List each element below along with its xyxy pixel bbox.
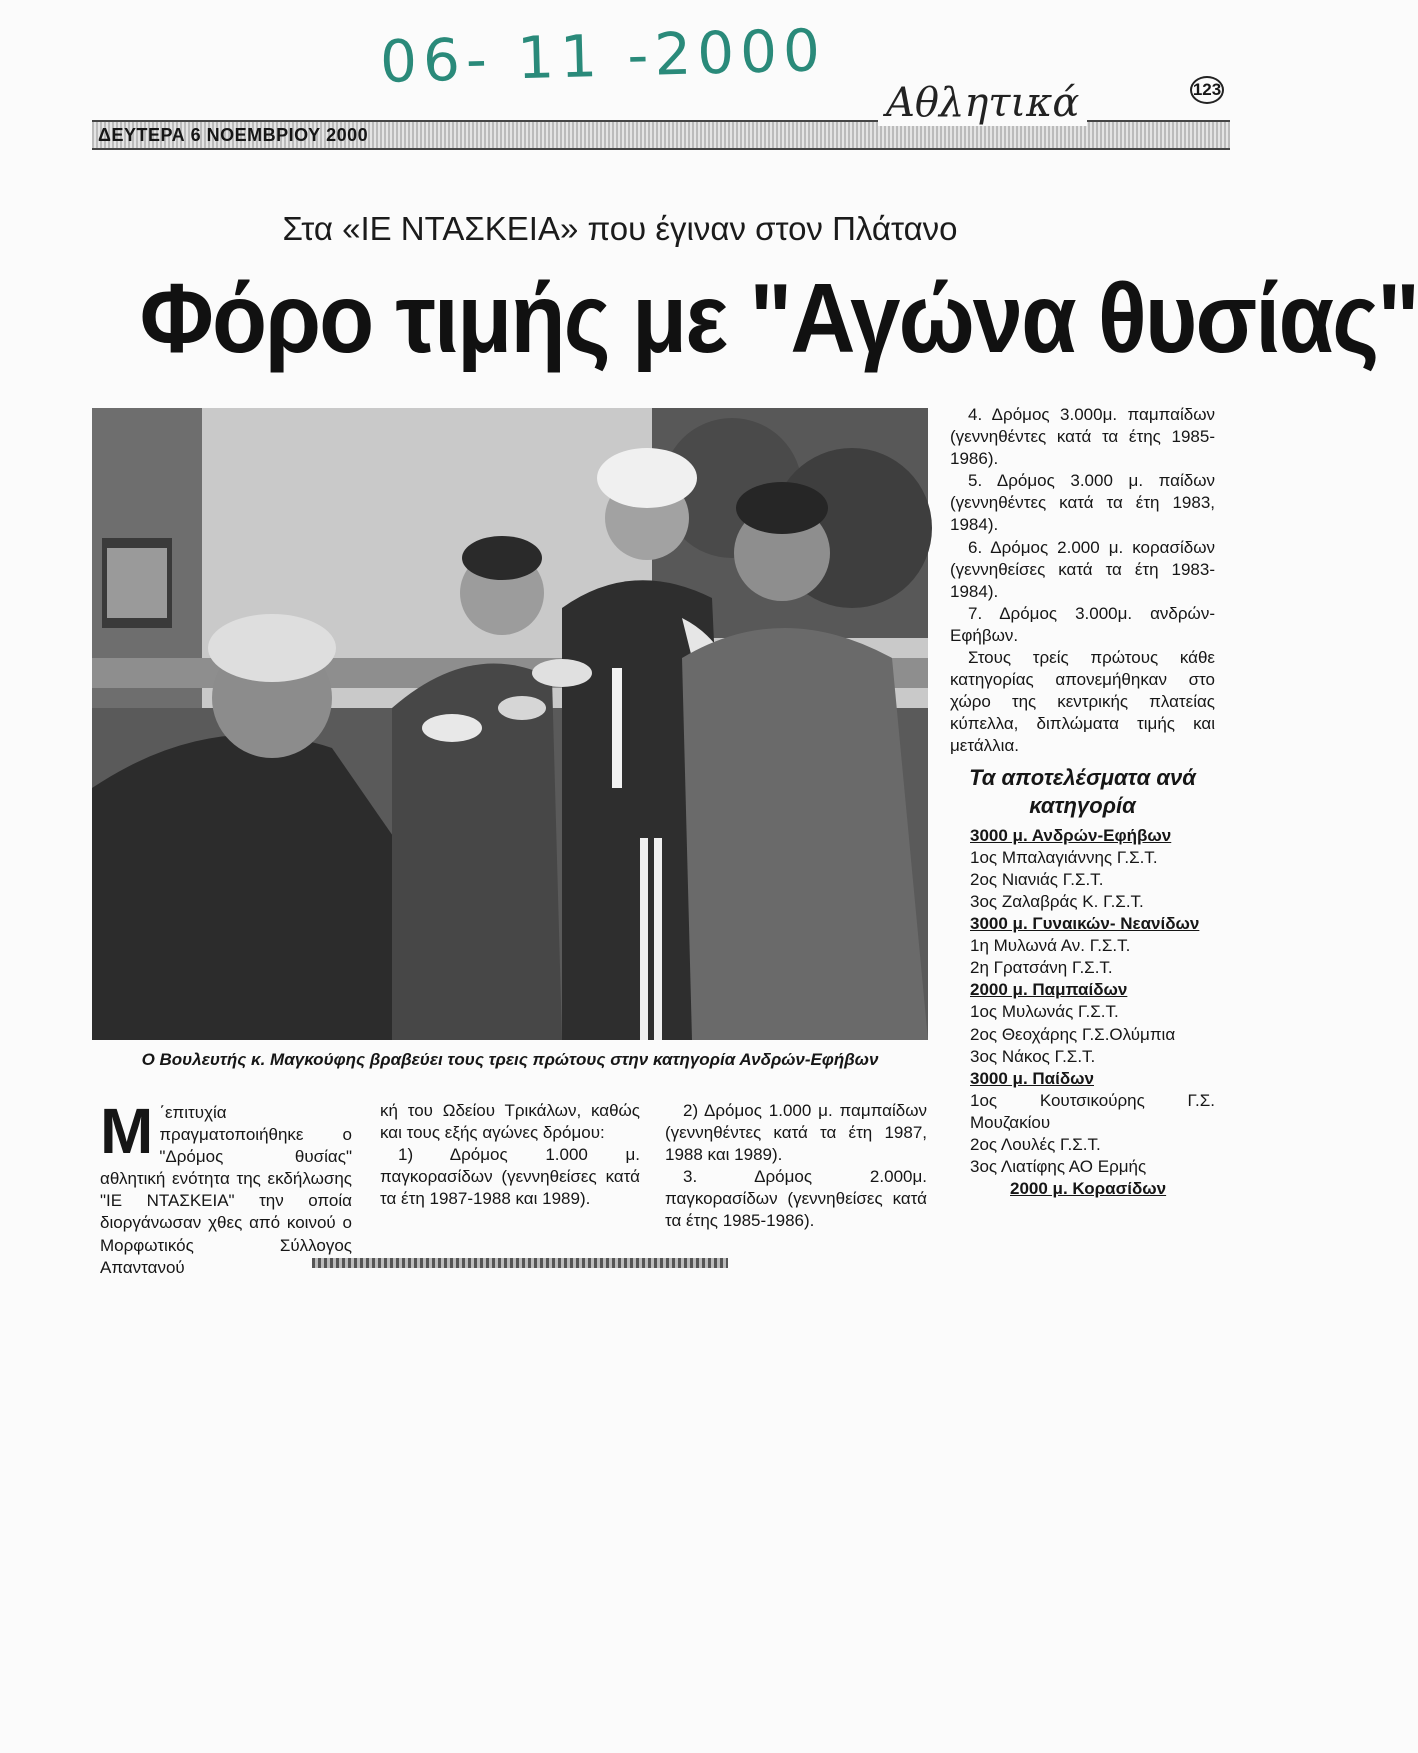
section-logo: Αθλητικά (878, 80, 1087, 126)
race-item-5: 5. Δρόμος 3.000 μ. παίδων (γεννηθέντες κατά τα έτη 1983, 1984). (950, 471, 1215, 535)
race-item-4: 4. Δρόμος 3.000μ. παμπαίδων (γεννηθέντες κατά τα έτης 1985-1986). (950, 405, 1215, 469)
result-entry: 2ος Λουλές Γ.Σ.Τ. (970, 1135, 1101, 1154)
results-category: 3000 μ. Παίδων (970, 1068, 1094, 1088)
article-column-3 (665, 1100, 927, 1233)
handwritten-date: 06- 11 -2000 (379, 16, 827, 96)
race-item-3: 3. Δρόμος 2.000μ. παγκορασίδων (γεννηθείσες κατά τα έτης 1985-1986). (665, 1167, 927, 1231)
result-entry: 3ος Νάκος Γ.Σ.Τ. (970, 1046, 1096, 1066)
result-entry: 2η Γρατσάνη Γ.Σ.Τ. (970, 958, 1113, 978)
results-category: 3000 μ. Γυναικών- Νεανίδων (970, 914, 1200, 934)
column-2-intro: κή του Ωδείου Τρικάλων, καθώς και τους εξής αγώνες δρόμου: (380, 1101, 640, 1143)
result-entry: 2ος Θεοχάρης Γ.Σ.Ολύμπια (970, 1024, 1176, 1044)
result-entry: 1η Μυλωνά Αν. Γ.Σ.Τ. (970, 936, 1131, 956)
news-photo (92, 408, 928, 1040)
result-entry: 2ος Νιανιάς Γ.Σ.Τ. (970, 869, 1104, 889)
race-item-1: 1) Δρόμος 1.000 μ. παγκορασίδων (γεννηθείσες κατά τα έτη 1987-1988 και 1989). (380, 1145, 640, 1209)
results-title: Τα αποτελέσματα ανά κατηγορία (969, 764, 1196, 819)
awards-paragraph: Στους τρείς πρώτους κάθε κατηγορίας απονεμήθηκαν στο χώρο της κεντρικής πλατείας κύπελλα, διπλώματα τιμής και μετάλλια. (950, 648, 1215, 756)
article-headline: Φόρο τιμής με "Αγώνα θυσίας" (139, 263, 1418, 373)
result-entry: 3ος Ζαλαβράς Κ. Γ.Σ.Τ. (970, 891, 1144, 911)
page-number: 123 (1190, 76, 1224, 104)
drop-cap: Μ (100, 1095, 154, 1167)
article-column-1 (100, 1095, 352, 1277)
article-kicker: Στα «ΙΕ ΝΤΑΣΚΕΙΑ» που έγιναν στον Πλάτανο (282, 210, 958, 247)
results-category: 3000 μ. Ανδρών-Εφήβων (970, 825, 1172, 845)
award-ceremony-photo (92, 408, 928, 1040)
race-item-7: 7. Δρόμος 3.000μ. ανδρών-Εφήβων. (950, 603, 1215, 645)
photo-caption: Ο Βουλευτής κ. Μαγκούφης βραβεύει τους τρεις πρώτους στην κατηγορία Ανδρών-Εφήβων (141, 1050, 879, 1069)
article-column-2 (380, 1100, 640, 1210)
cut-edge-rule (312, 1258, 728, 1268)
result-entry: 1ος Μπαλαγιάννης Γ.Σ.Τ. (970, 847, 1158, 867)
race-item-2: 2) Δρόμος 1.000 μ. παμπαίδων (γεννηθέντες κατά τα έτη 1987, 1988 και 1989). (665, 1101, 927, 1165)
result-entry: 3ος Λιατίφης ΑΟ Ερμής (970, 1157, 1147, 1177)
column-1-text: ΄επιτυχία πραγματοποιήθηκε ο "Δρόμος θυσίας" αθλητική ενότητα της εκδήλωσης "ΙΕ ΝΤΑΣΚΕΙΑ" την οποία διοργάνωσαν χθες από κοινού ο Μορφωτικός Σύλλογος Απαντανού (100, 1103, 352, 1277)
result-entry: 1ος Κουτσικούρης Γ.Σ. Μουζακίου (970, 1090, 1215, 1132)
results-category: 2000 μ. Παμπαίδων (970, 980, 1128, 1000)
result-entry: 1ος Μυλωνάς Γ.Σ.Τ. (970, 1002, 1119, 1022)
article-column-4 (950, 404, 1215, 1200)
issue-date: ΔΕΥΤΕΡΑ 6 ΝΟΕΜΒΡΙΟΥ 2000 (98, 125, 369, 145)
results-category: 2000 μ. Κορασίδων (1010, 1179, 1167, 1199)
race-item-6: 6. Δρόμος 2.000 μ. κορασίδων (γεννηθείσες κατά τα έτη 1983-1984). (950, 537, 1215, 601)
